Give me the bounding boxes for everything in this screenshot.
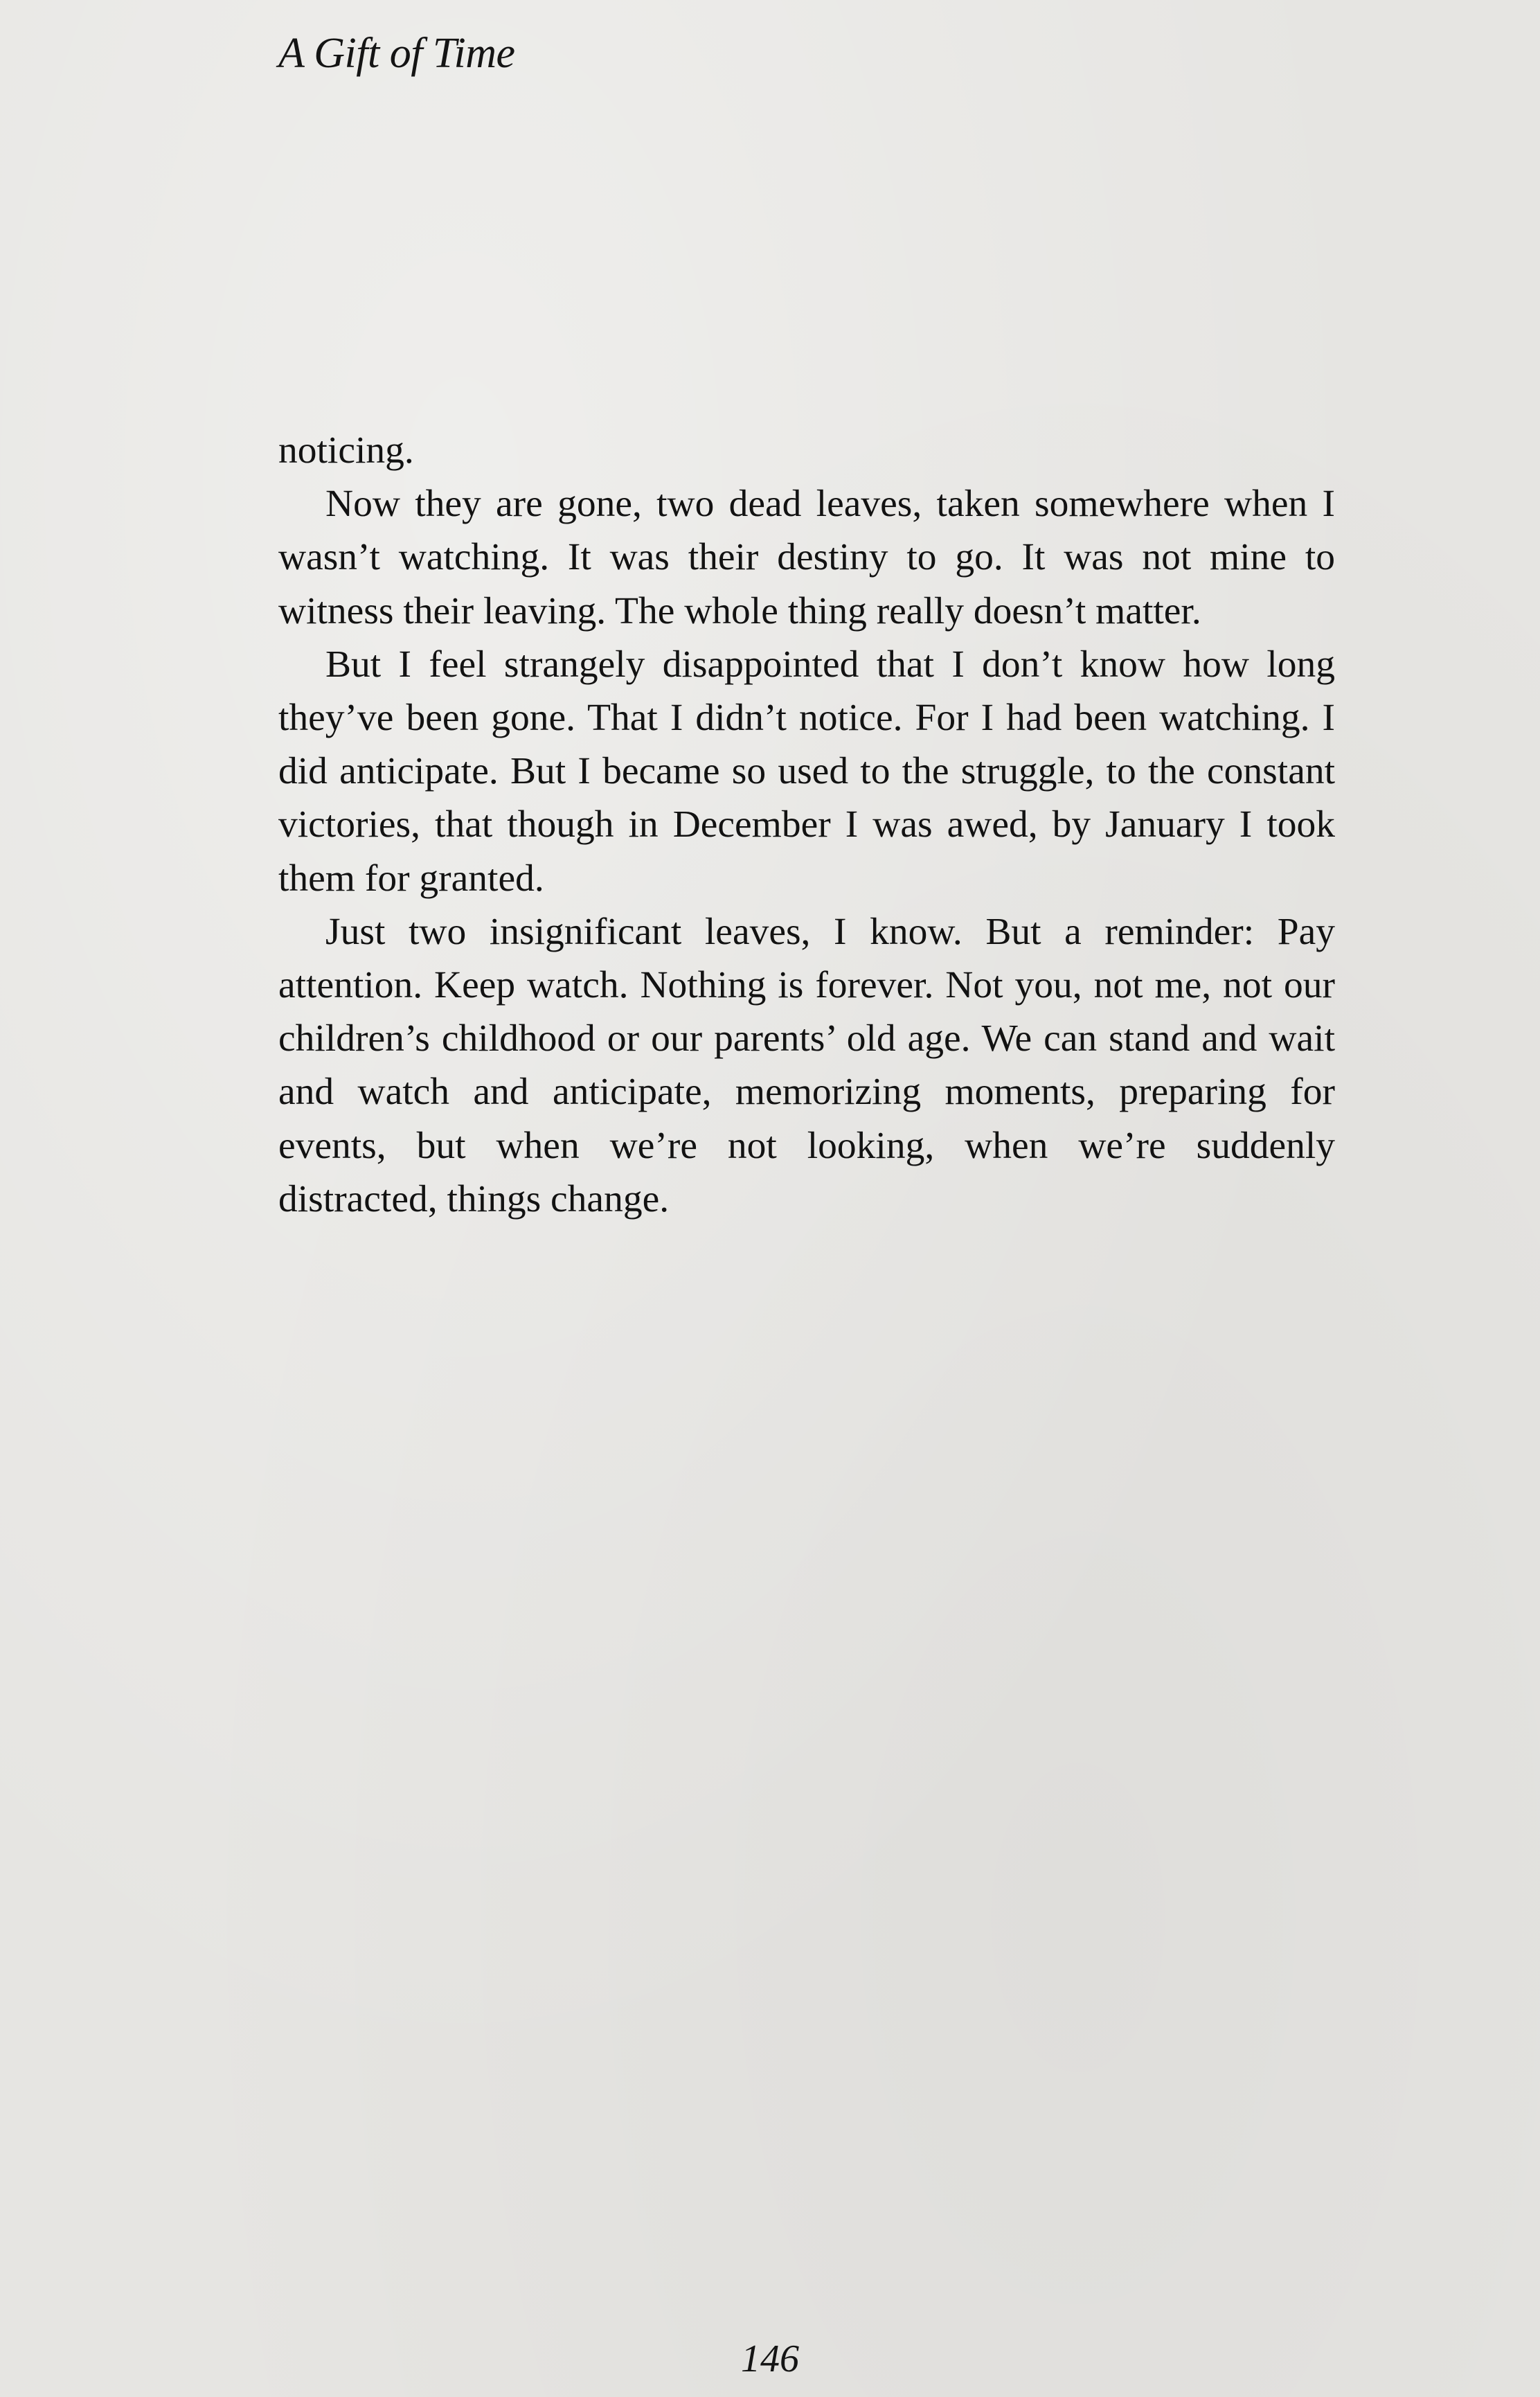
paragraph: But I feel strangely disappointed that I don’t know how long they’ve been gone. That I didn’t notice. For I had been watching. I did anticipate. But I became so used to the struggle, to the constant victories, that though in December I was awed, by January I took them for granted. xyxy=(278,643,1335,900)
paragraph-continuation: noticing. xyxy=(278,429,414,472)
page-number: 146 xyxy=(741,2337,799,2380)
paragraph: Now they are gone, two dead leaves, taken somewhere when I wasn’t watching. It was their destiny to go. It was not mine to witness their leaving. The whole thing really doesn’t matter. xyxy=(278,483,1335,632)
paragraph: Just two insignificant leaves, I know. But a reminder: Pay attention. Keep watch. Nothing is forever. Not you, not me, not our children’s childhood or our parents’ old age. We can stand and wait and watch and anticipate, memorizing moments, preparing for events, but when we’re not looking, when we’re suddenly distracted, things change. xyxy=(278,910,1335,1220)
running-head: A Gift of Time xyxy=(278,30,515,77)
body-text xyxy=(278,424,1335,1226)
